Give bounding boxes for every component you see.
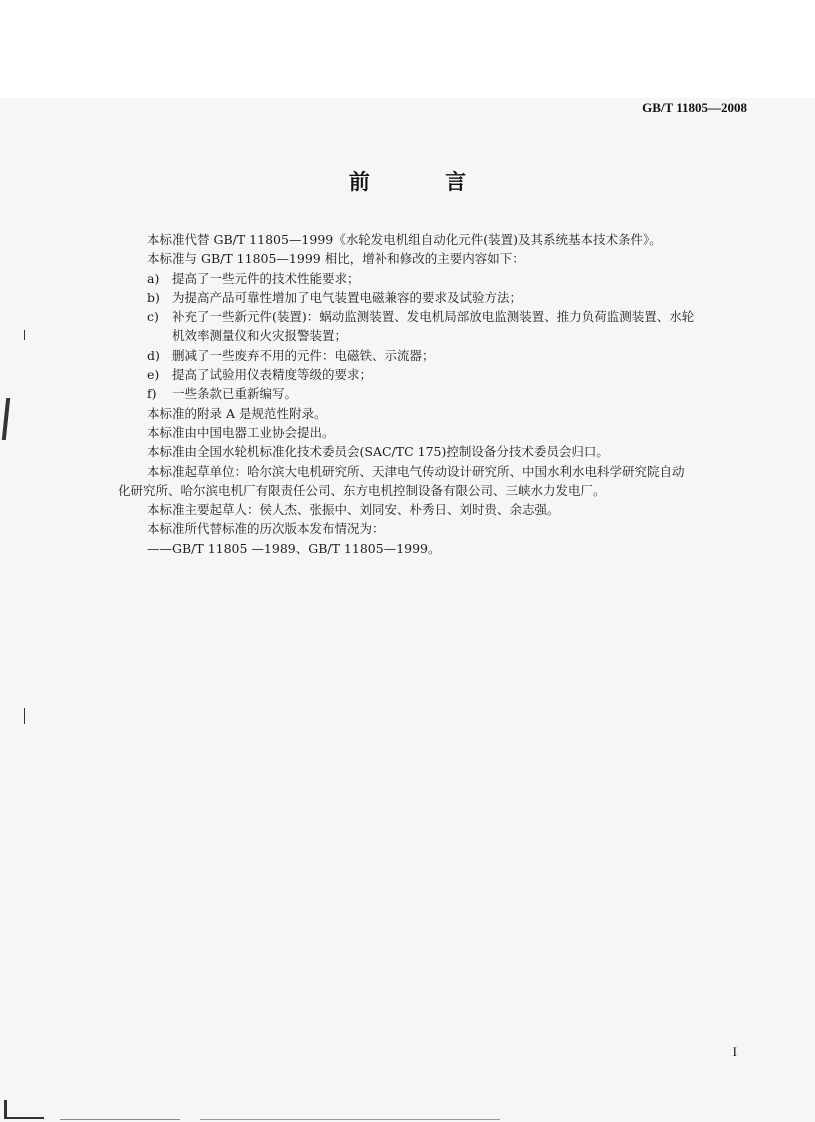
list-item-text: 提高了试验用仪表精度等级的要求；	[172, 367, 373, 383]
paragraph-drafters: 本标准主要起草人：侯人杰、张振中、刘同安、朴秀日、刘时贵、余志强。	[147, 502, 560, 518]
top-margin	[0, 0, 815, 98]
list-item-label: b)	[147, 289, 160, 305]
list-item-text: 为提高产品可靠性增加了电气装置电磁兼容的要求及试验方法；	[172, 289, 523, 305]
list-item	[118, 365, 748, 384]
list-item	[118, 346, 748, 365]
paragraph-changes-intro: 本标准与 GB/T 11805—1999 相比，增补和修改的主要内容如下：	[147, 251, 525, 267]
list-item	[118, 307, 748, 326]
list-item-continuation: 机效率测量仪和火灾报警装置；	[172, 328, 348, 344]
list-item-label: a)	[147, 270, 160, 286]
page-number: I	[732, 1044, 737, 1059]
list-item-text: 提高了一些元件的技术性能要求；	[172, 270, 360, 286]
standard-code: GB/T 11805—2008	[642, 100, 747, 115]
paragraph-drafting-units: 本标准起草单位：哈尔滨大电机研究所、天津电气传动设计研究所、中国水利水电科学研究院自动	[147, 463, 685, 479]
paragraph-history-versions: ——GB/T 11805 —1989、GB/T 11805—1999。	[147, 540, 441, 556]
preface-body	[118, 230, 748, 558]
list-item-label: c)	[147, 309, 159, 325]
list-item-label: f)	[147, 386, 157, 402]
paragraph-replacement: 本标准代替 GB/T 11805—1999《水轮发电机组自动化元件(装置)及其系统基本技术条件》。	[147, 232, 662, 247]
list-item-text: 一些条款已重新编写。	[172, 386, 298, 402]
scan-mark	[4, 1100, 7, 1118]
list-item-text: 补充了一些新元件(装置)：蜗动监测装置、发电机局部放电监测装置、推力负荷监测装置、水轮	[172, 309, 695, 325]
paragraph-committee: 本标准由全国水轮机标准化技术委员会(SAC/TC 175)控制设备分技术委员会归口。	[147, 444, 609, 460]
paragraph-drafting-units-cont: 化研究所、哈尔滨电机厂有限责任公司、东方电机控制设备有限公司、三峡水力发电厂。	[118, 482, 606, 498]
list-item	[118, 288, 748, 307]
list-item-label: e)	[147, 367, 160, 383]
paragraph-proposer: 本标准由中国电器工业协会提出。	[147, 424, 335, 440]
scan-mark	[4, 1117, 44, 1119]
scan-mark	[24, 708, 25, 724]
paragraph-appendix: 本标准的附录 A 是规范性附录。	[147, 405, 327, 421]
scan-mark	[200, 1119, 500, 1120]
list-item-label: d)	[147, 347, 160, 363]
scan-mark	[24, 330, 25, 340]
list-item-text: 删减了一些废弃不用的元件：电磁铁、示流器；	[172, 347, 435, 363]
paragraph-history-intro: 本标准所代替标准的历次版本发布情况为：	[147, 521, 385, 537]
list-item	[118, 269, 748, 288]
list-item	[118, 384, 748, 403]
scan-mark	[60, 1119, 180, 1120]
page-title: 前 言	[348, 170, 501, 194]
